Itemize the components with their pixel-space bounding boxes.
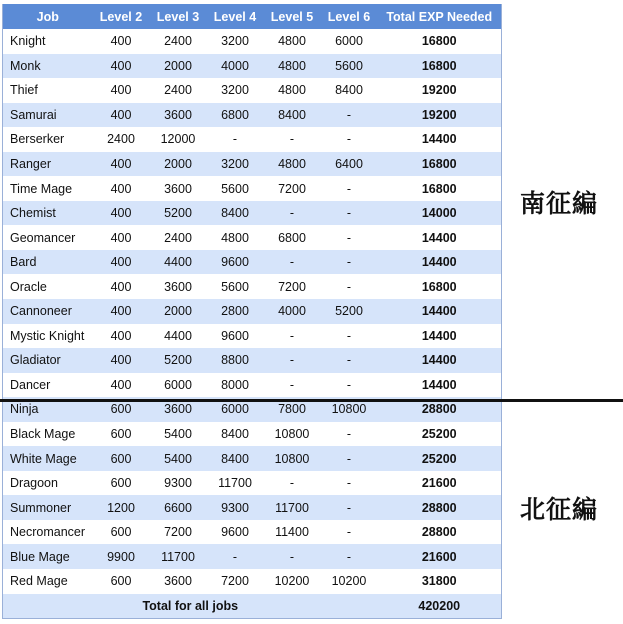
total-cell: 14400 [378, 250, 502, 275]
table-row [3, 225, 502, 250]
job-cell: Samurai [3, 103, 93, 128]
level-2-cell: 400 [93, 299, 150, 324]
level-3-cell: 5200 [150, 348, 207, 373]
level-2-cell: 400 [110, 181, 132, 196]
header-level-5: Level 5 [264, 4, 321, 29]
level-2-cell: 600 [110, 476, 132, 491]
level-3-cell: 3600 [164, 574, 192, 589]
level-6-cell: 6000 [335, 34, 363, 49]
level-6-cell: 5200 [321, 299, 378, 324]
level-3-cell: 5400 [150, 446, 207, 471]
level-6-cell: - [321, 495, 378, 520]
level-4-cell: 3200 [221, 34, 249, 49]
level-6-cell: - [346, 181, 352, 196]
level-5-cell: 10800 [274, 427, 310, 442]
grand-total: 420200 [378, 594, 502, 619]
level-2-cell: 400 [110, 279, 132, 294]
job-cell: Summoner [3, 495, 93, 520]
level-2-cell: 600 [110, 574, 132, 589]
level-3-cell: 2400 [164, 34, 192, 49]
level-2-cell: 400 [93, 348, 150, 373]
level-6-cell: - [346, 476, 352, 491]
job-cell: Berserker [10, 132, 65, 147]
group-label-north: 北征編 [520, 496, 599, 524]
table-row [3, 78, 502, 103]
header-level-2: Level 2 [93, 4, 150, 29]
level-5-cell: - [264, 544, 321, 569]
level-3-cell: 6000 [164, 377, 192, 392]
total-cell: 16800 [421, 279, 457, 294]
table-row [3, 176, 502, 201]
level-5-cell: 4800 [278, 83, 306, 98]
total-cell: 25200 [421, 427, 457, 442]
level-4-cell: 9600 [207, 250, 264, 275]
total-cell: 25200 [378, 446, 502, 471]
job-cell: Dragoon [10, 476, 58, 491]
header-level-3: Level 3 [150, 4, 207, 29]
level-5-cell: 7800 [264, 397, 321, 422]
level-4-cell: 9300 [207, 495, 264, 520]
level-4-cell: 4000 [207, 54, 264, 79]
table-row [3, 29, 502, 54]
level-6-cell: - [346, 132, 352, 147]
level-3-cell: 5200 [150, 201, 207, 226]
level-2-cell: 400 [110, 377, 132, 392]
job-cell: Cannoneer [3, 299, 93, 324]
level-3-cell: 2000 [150, 54, 207, 79]
total-cell: 14400 [421, 132, 457, 147]
level-3-cell: 2400 [164, 230, 192, 245]
level-5-cell: 11400 [275, 525, 309, 540]
level-3-cell: 7200 [164, 525, 192, 540]
level-4-cell: 5600 [221, 181, 249, 196]
level-3-cell: 9300 [164, 476, 192, 491]
table-row [3, 520, 502, 545]
total-cell: 14400 [421, 328, 457, 343]
total-cell: 31800 [421, 574, 457, 589]
level-5-cell: 4800 [264, 54, 321, 79]
level-6-cell: - [321, 250, 378, 275]
table-row [3, 324, 502, 349]
level-4-cell: 3200 [221, 83, 249, 98]
table-row [3, 422, 502, 447]
level-5-cell: - [289, 328, 295, 343]
job-cell: White Mage [3, 446, 93, 471]
job-cell: Necromancer [10, 525, 86, 540]
level-3-cell: 3600 [150, 103, 207, 128]
level-5-cell: - [289, 132, 295, 147]
level-6-cell: - [321, 103, 378, 128]
level-5-cell: 11700 [264, 495, 321, 520]
total-cell: 28800 [421, 525, 457, 540]
level-6-cell: - [321, 201, 378, 226]
level-4-cell: 3200 [207, 152, 264, 177]
table-row [3, 348, 502, 373]
level-4-cell: 11700 [218, 476, 252, 491]
level-6-cell: 6400 [321, 152, 378, 177]
total-label: Total for all jobs [3, 594, 378, 619]
total-cell: 28800 [378, 495, 502, 520]
level-5-cell: 10200 [274, 574, 310, 589]
total-row [3, 594, 502, 619]
level-4-cell: - [207, 544, 264, 569]
level-5-cell: 4800 [264, 152, 321, 177]
job-cell: Red Mage [10, 574, 68, 589]
header-total-exp: Total EXP Needed [378, 4, 502, 29]
table-row [3, 569, 502, 594]
table-row [3, 544, 502, 569]
level-2-cell: 400 [93, 152, 150, 177]
level-6-cell: 10200 [331, 574, 367, 589]
level-2-cell: 2400 [107, 132, 135, 147]
level-3-cell: 2000 [150, 152, 207, 177]
table-row [3, 373, 502, 398]
total-cell: 16800 [378, 152, 502, 177]
table-row [3, 471, 502, 496]
job-cell: Thief [10, 83, 38, 98]
level-5-cell: 4800 [278, 34, 306, 49]
header-level-6: Level 6 [321, 4, 378, 29]
total-cell: 19200 [421, 83, 457, 98]
table-row [3, 127, 502, 152]
level-5-cell: 7200 [278, 279, 306, 294]
table-row [3, 201, 502, 226]
level-4-cell: - [232, 132, 238, 147]
level-5-cell: 6800 [278, 230, 306, 245]
level-6-cell: - [346, 279, 352, 294]
level-4-cell: 2800 [207, 299, 264, 324]
table-row [3, 152, 502, 177]
level-6-cell: 5600 [321, 54, 378, 79]
header-level-4: Level 4 [207, 4, 264, 29]
group-label-south: 南征編 [520, 190, 599, 218]
level-5-cell: - [289, 476, 295, 491]
job-exp-table [2, 4, 502, 619]
table-row [3, 54, 502, 79]
total-cell: 14400 [421, 377, 457, 392]
level-2-cell: 9900 [93, 544, 150, 569]
level-6-cell: - [346, 377, 352, 392]
job-cell: Gladiator [3, 348, 93, 373]
level-3-cell: 3600 [150, 397, 207, 422]
job-cell: Ninja [3, 397, 93, 422]
level-5-cell: - [264, 348, 321, 373]
level-5-cell: 4000 [264, 299, 321, 324]
table-row [3, 250, 502, 275]
level-6-cell: - [321, 348, 378, 373]
level-6-cell: - [346, 427, 352, 442]
level-4-cell: 6000 [207, 397, 264, 422]
total-cell: 14400 [421, 230, 457, 245]
level-2-cell: 400 [110, 34, 132, 49]
total-cell: 14000 [378, 201, 502, 226]
level-4-cell: 8000 [221, 377, 249, 392]
total-cell: 14400 [378, 299, 502, 324]
level-3-cell: 11700 [150, 544, 207, 569]
level-5-cell: - [264, 250, 321, 275]
level-2-cell: 600 [110, 427, 132, 442]
level-6-cell: - [346, 525, 352, 540]
level-4-cell: 8400 [207, 201, 264, 226]
level-2-cell: 600 [93, 446, 150, 471]
header-job: Job [3, 4, 93, 29]
job-cell: Monk [3, 54, 93, 79]
total-cell: 14400 [378, 348, 502, 373]
table-body [3, 29, 502, 594]
table-row [3, 446, 502, 471]
job-cell: Mystic Knight [10, 328, 85, 343]
total-cell: 21600 [421, 476, 457, 491]
job-cell: Chemist [3, 201, 93, 226]
table-row [3, 495, 502, 520]
total-cell: 21600 [378, 544, 502, 569]
job-cell: Black Mage [10, 427, 76, 442]
level-2-cell: 600 [110, 525, 132, 540]
job-cell: Ranger [3, 152, 93, 177]
total-cell: 16800 [421, 181, 457, 196]
level-6-cell: 8400 [335, 83, 363, 98]
total-cell: 16800 [421, 34, 457, 49]
level-3-cell: 4400 [150, 250, 207, 275]
total-cell: 28800 [378, 397, 502, 422]
job-cell: Time Mage [10, 181, 73, 196]
level-6-cell: - [321, 446, 378, 471]
level-2-cell: 400 [110, 83, 132, 98]
level-4-cell: 9600 [221, 525, 249, 540]
level-2-cell: 600 [93, 397, 150, 422]
total-cell: 19200 [378, 103, 502, 128]
level-3-cell: 6600 [150, 495, 207, 520]
table-row [3, 274, 502, 299]
level-6-cell: - [346, 328, 352, 343]
level-3-cell: 12000 [160, 132, 196, 147]
job-cell: Geomancer [10, 230, 76, 245]
level-4-cell: 4800 [221, 230, 249, 245]
job-cell: Bard [3, 250, 93, 275]
group-divider [0, 399, 623, 402]
job-cell: Dancer [10, 377, 51, 392]
level-2-cell: 400 [93, 103, 150, 128]
level-3-cell: 5400 [164, 427, 192, 442]
level-3-cell: 2000 [150, 299, 207, 324]
table-row [3, 299, 502, 324]
job-cell: Blue Mage [3, 544, 93, 569]
level-4-cell: 6800 [207, 103, 264, 128]
level-2-cell: 1200 [93, 495, 150, 520]
table-header-row [3, 4, 502, 29]
level-4-cell: 8800 [207, 348, 264, 373]
level-2-cell: 400 [110, 328, 132, 343]
level-5-cell: 7200 [278, 181, 306, 196]
level-3-cell: 4400 [164, 328, 192, 343]
level-4-cell: 9600 [221, 328, 249, 343]
level-4-cell: 5600 [221, 279, 249, 294]
level-6-cell: - [346, 230, 352, 245]
job-cell: Knight [10, 34, 46, 49]
level-5-cell: - [289, 377, 295, 392]
level-4-cell: 8400 [207, 446, 264, 471]
job-cell: Oracle [10, 279, 47, 294]
level-2-cell: 400 [93, 250, 150, 275]
level-4-cell: 8400 [221, 427, 249, 442]
level-3-cell: 2400 [164, 83, 192, 98]
level-5-cell: 10800 [264, 446, 321, 471]
level-3-cell: 3600 [164, 279, 192, 294]
table-row [3, 103, 502, 128]
level-6-cell: - [321, 544, 378, 569]
level-6-cell: 10800 [321, 397, 378, 422]
level-2-cell: 400 [93, 201, 150, 226]
total-cell: 16800 [378, 54, 502, 79]
level-2-cell: 400 [110, 230, 132, 245]
level-2-cell: 400 [93, 54, 150, 79]
level-4-cell: 7200 [221, 574, 249, 589]
level-5-cell: - [264, 201, 321, 226]
level-5-cell: 8400 [264, 103, 321, 128]
level-3-cell: 3600 [164, 181, 192, 196]
